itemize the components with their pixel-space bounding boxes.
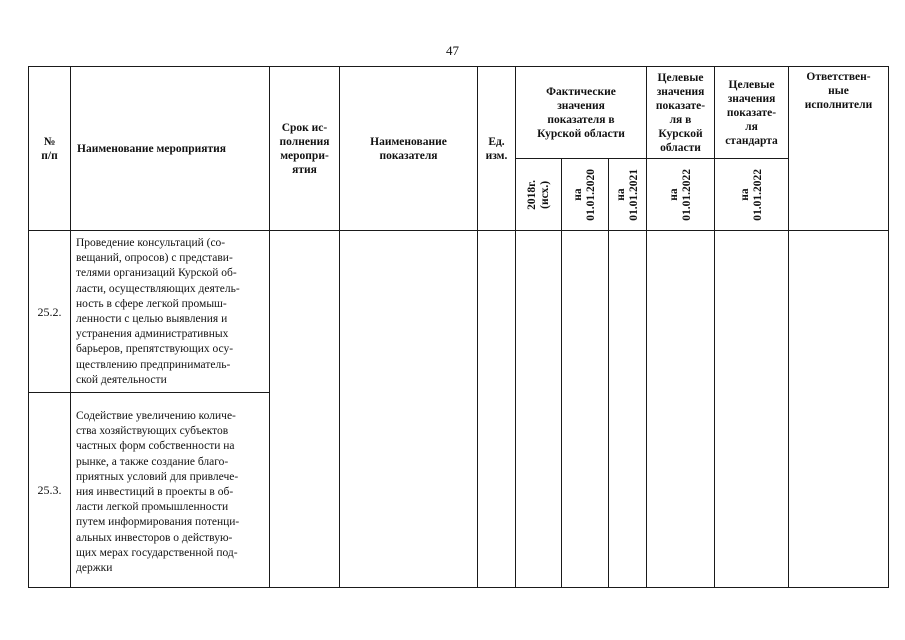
- header-responsible: Ответствен- ные исполнители: [789, 67, 889, 231]
- indicator-cell: [340, 231, 478, 588]
- measures-table: [28, 66, 889, 588]
- value-2020-cell: [562, 231, 609, 588]
- header-unit: Ед. изм.: [478, 67, 516, 231]
- subheader-2020: на 01.01.2020: [562, 159, 609, 231]
- event-description: Проведение консультаций (со- вещаний, опросов) с представи- телями организаций Курской об- ласти, осуществляющих деятель- ность в сфере легкой промыш- ленности с целью выявления и устранения административных барьеров, препятствующих осу- ществлению предприниматель- ской деятельности: [71, 231, 270, 393]
- target-kursk-cell: [647, 231, 715, 588]
- header-indicator-name: Наименование показателя: [340, 67, 478, 231]
- header-num: № п/п: [29, 67, 71, 231]
- subheader-2022-kursk: на 01.01.2022: [647, 159, 715, 231]
- table-row: [29, 231, 889, 393]
- header-deadline: Срок ис- полнения меропри- ятия: [270, 67, 340, 231]
- header-event-name: Наименование мероприятия: [71, 67, 270, 231]
- header-target-kursk: Целевые значения показате- ля в Курской области: [647, 67, 715, 159]
- row-number: 25.2.: [29, 231, 71, 393]
- subheader-2022-standard: на 01.01.2022: [715, 159, 789, 231]
- subheader-base-2018: 2018г. (исх.): [516, 159, 562, 231]
- unit-cell: [478, 231, 516, 588]
- subheader-2021: на 01.01.2021: [609, 159, 647, 231]
- value-2018-cell: [516, 231, 562, 588]
- target-standard-cell: [715, 231, 789, 588]
- deadline-cell: [270, 231, 340, 588]
- header-target-standard: Целевые значения показате- ля стандарта: [715, 67, 789, 159]
- header-actual-values: Фактические значения показателя в Курской области: [516, 67, 647, 159]
- value-2021-cell: [609, 231, 647, 588]
- page-number: 47: [446, 43, 459, 58]
- row-number: 25.3.: [29, 393, 71, 588]
- responsible-cell: [789, 231, 889, 588]
- event-description: Содействие увеличению количе- ства хозяйствующих субъектов частных форм собственности на рынке, а также создание благо- приятных условий для привлече- ния инвестиций в проекты в об- ласти легкой промышленности путем информирования потенци- альных инвесторов о действую- щих мерах государственной под- держки: [71, 393, 270, 588]
